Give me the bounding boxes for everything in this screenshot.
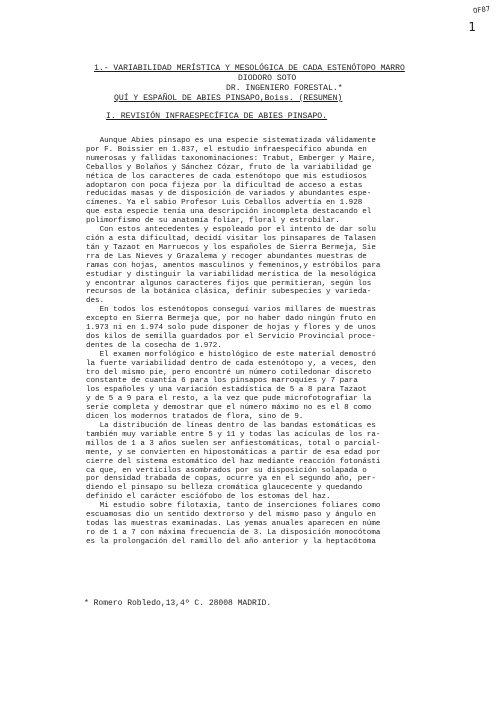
body-line: ca que, en verticilos asombrados por su disposición solapada o xyxy=(86,466,367,475)
body-line: constante de cuantía 6 para los pinsapos marroquíes y 7 para xyxy=(86,377,358,386)
body-line: que esta especie tenía una descripción incompleta destacando el xyxy=(86,208,372,217)
body-line: y de 5 a 9 para el resto, a la vez que pude microfotografiar la xyxy=(86,395,372,404)
body-line: cierre del sistema estomático del haz mediante reacción fotonásti xyxy=(86,457,381,466)
body-line: recursos de la botánica clásica, definir subespecies y varieda- xyxy=(86,288,372,297)
body-line: escuamosas dio un sentido dextrorso y del mismo paso y ángulo en xyxy=(86,511,376,520)
body-line: definido el carácter esciófobo de los estomas del haz. xyxy=(86,493,331,502)
body-line: y encontrar algunos caracteres fijos que permitieran, según los xyxy=(86,279,372,288)
body-line: címenes. Ya el sabio Profesor Luis Ceballos advertía en 1.928 xyxy=(86,199,363,208)
handwritten-code: 0F87 xyxy=(472,4,491,16)
body-line: El examen morfológico e histológico de este material demostró xyxy=(86,350,376,359)
body-line: rra de Las Nieves y Grazalema y recoger abundantes muestras de xyxy=(86,252,367,261)
body-line: des. xyxy=(86,297,105,306)
body-line: ramas con hojas, amentos masculinos y femeninos,y estróbilos para xyxy=(86,261,381,270)
body-line: Aunque Abies pinsapo es una especie sistematizada válidamente xyxy=(86,137,376,145)
body-line: excepto en Sierra Bermeja que, por no haber dado ningún fruto en xyxy=(86,315,376,324)
body-line: La distribución de líneas dentro de las bandas estomáticas es xyxy=(86,422,376,430)
body-line: los españoles y una variación estadística de 5 a 8 para Tazaot xyxy=(86,386,367,395)
body-line: también muy variable entre 5 y 11 y todas las acículas de los ra- xyxy=(86,430,381,439)
body-line: mente, y se convierten en hipostomáticas a partir de esa edad por xyxy=(86,448,381,457)
body-line: reducidas masas y de disposición de variados y abundantes espe- xyxy=(86,190,372,199)
body-line: diendo el pinsapo su belleza cromática glaucecente y quedando xyxy=(86,484,363,493)
author-name: DIODORO SOTO xyxy=(238,74,297,83)
body-line: adoptaron con poca fijeza por la dificultad de acceso a estas xyxy=(86,181,363,190)
body-line: millos de 1 a 3 años suelen ser anfiestomáticas, total o parcial- xyxy=(86,439,381,448)
title-line: QUÍ Y ESPAÑOL DE ABIES PINSAPO,Boiss. (RESUMEN) xyxy=(114,94,343,103)
body-line: dicen los modernos tratados de flora, sino de 9. xyxy=(86,413,304,422)
body-line: serie completa y demostrar que el número máximo no es el 8 como xyxy=(86,404,372,413)
body-line: tro del mismo pie, pero encontré un número cotiledonar discreto xyxy=(86,368,372,377)
body-line: todas las muestras examinadas. Las yemas anuales aparecen en núme xyxy=(86,519,381,528)
body-line: numerosas y fallidas taxonominaciones: Trabut, Emberger y Maire, xyxy=(86,154,376,163)
body-line: En todos los estenótopos conseguí varios millares de muestras xyxy=(86,306,376,315)
body-line: dentes de la cosecha de 1.972. xyxy=(86,341,222,350)
body-line: ro de 1 a 7 con máxima frecuencia de 3. La disposición monocótoma xyxy=(86,528,381,537)
body-line: polimorfismo de su anatomía foliar, floral y estrobilar. xyxy=(86,217,340,226)
body-line: tán y Tazaot en Marruecos y los españoles de Sierra Bermeja, Sie xyxy=(86,243,376,252)
body-line: 1.973 ni en 1.974 solo pude disponer de hojas y flores y de unos xyxy=(86,324,376,333)
body-line: es la prolongación del ramillo del año anterior y la heptacótoma xyxy=(86,537,376,546)
body-text xyxy=(86,137,380,547)
body-line: Ceballos y Bolaños y Sánchez Cózar, fruto de la variabilidad ge xyxy=(86,163,372,172)
body-line: ción a esta dificultad, decidí visitar los pinsapares de Talasen xyxy=(86,234,376,243)
handwritten-page-number: 1 xyxy=(468,20,476,34)
body-line: por densidad trabada de copas, ocurre ya en el segundo año, per- xyxy=(86,475,376,484)
body-line: la fuerte variabilidad dentro de cada estenótopo y, a veces, den xyxy=(86,359,376,368)
section-heading: I. REVISIÓN INFRAESPECÍFICA DE ABIES PINSAPO. xyxy=(106,112,328,121)
body-line: estudiar y distinguir la variabilidad merística de la mesológica xyxy=(86,270,376,279)
author-affiliation: DR. INGENIERO FORESTAL.* xyxy=(226,84,343,93)
body-line: Con estos antecedentes y espoleado por el intento de dar solu xyxy=(86,226,376,235)
body-line: nética de los caracteres de cada estenótopo que mis estudiosos xyxy=(86,172,367,181)
body-line: Mi estudio sobre filotaxia, tanto de inserciones foliares como xyxy=(86,502,381,511)
body-line: por F. Boissier en 1.837, el estudio infraespecífico abunda en xyxy=(86,145,367,154)
body-line: dos kilos de semilla guardados por el Servicio Provincial proce- xyxy=(86,332,376,341)
footnote: * Romero Robledo,13,4º C. 28008 MADRID. xyxy=(84,599,272,608)
title-line: 1.- VARIABILIDAD MERÍSTICA Y MESOLÓGICA DE CADA ESTENÓTOPO MARRO xyxy=(94,64,405,73)
